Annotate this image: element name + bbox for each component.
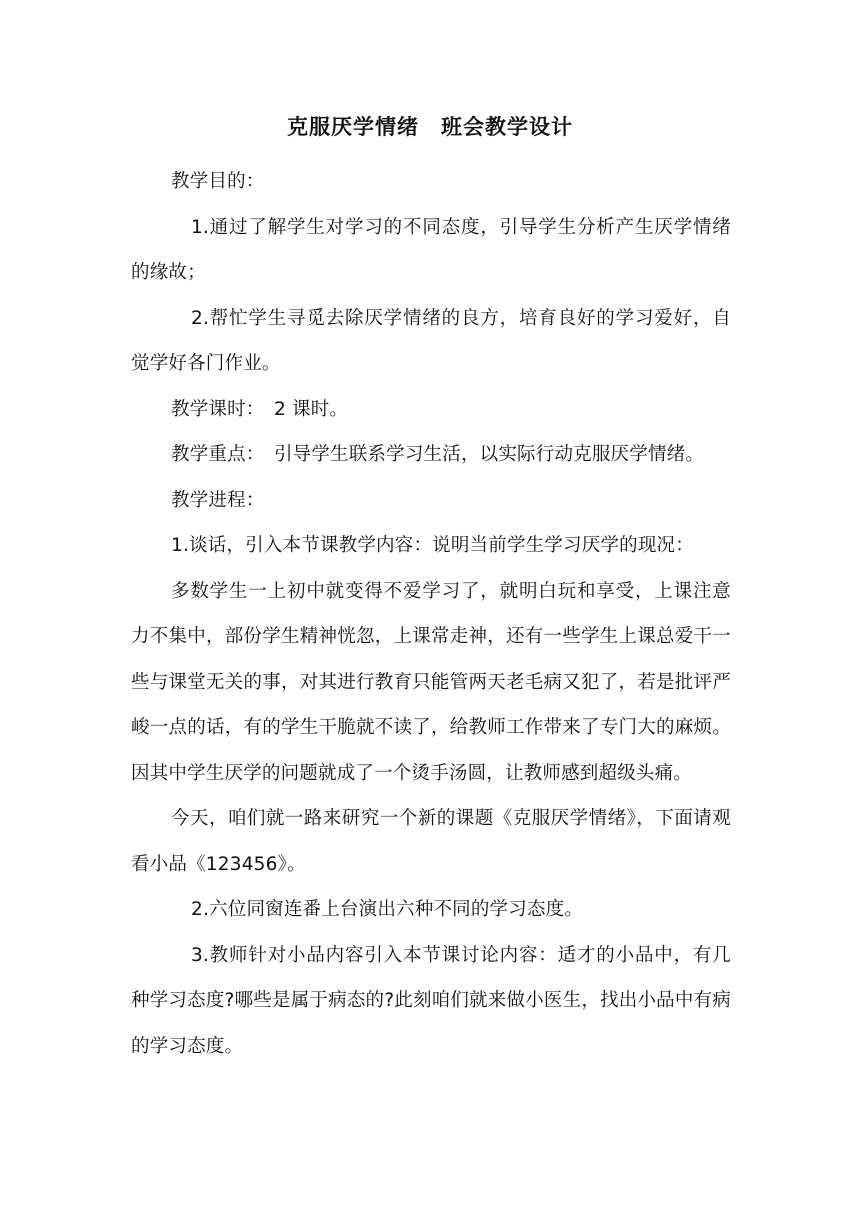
paragraph-step-2: 2.六位同窗连番上台演出六种不同的学习态度。: [191, 899, 584, 920]
paragraph-teaching-process-heading: 教学进程：: [171, 489, 265, 511]
paragraph-teaching-objectives-heading: 教学目的：: [171, 171, 265, 192]
document-title: 克服厌学情绪 班会教学设计: [287, 115, 573, 139]
paragraph-step-3: 3.教师针对小品内容引入本节课讨论内容：适才的小品中，有几种学习态度?哪些是属于病态的?此刻咱们就来做小医生，找出小品中有病的学习态度。: [131, 944, 731, 1057]
paragraph-class-hours: 教学课时： 2 课时。: [171, 398, 349, 420]
paragraph-objective-2: 2.帮忙学生寻觅去除厌学情绪的良方，培育良好的学习爱好，自觉学好各门作业。: [131, 307, 731, 374]
paragraph-current-situation: 多数学生一上初中就变得不爱学习了，就明白玩和享受，上课注意力不集中，部份学生精神恍忽，上课常走神，还有一些学生上课总爱干一些与课堂无关的事，对其进行教育只能管两天老毛病又犯了，若是批评严峻一点的话，有的学生干脆就不读了，给教师工作带来了专门大的麻烦。因其中学生厌学的问题就成了一个烫手汤圆，让教师感到超级头痛。: [131, 580, 731, 784]
paragraph-step-1: 1.谈话，引入本节课教学内容：说明当前学生学习厌学的现况：: [171, 535, 694, 556]
document-body: [131, 159, 731, 1069]
paragraph-teaching-focus: 教学重点： 引导学生联系学习生活，以实际行动克服厌学情绪。: [171, 444, 705, 465]
paragraph-introduction: 今天，咱们就一路来研究一个新的课题《克服厌学情绪》，下面请观看小品《123456》。: [131, 808, 731, 875]
paragraph-objective-1: 1.通过了解学生对学习的不同态度，引导学生分析产生厌学情绪的缘故；: [131, 216, 731, 283]
